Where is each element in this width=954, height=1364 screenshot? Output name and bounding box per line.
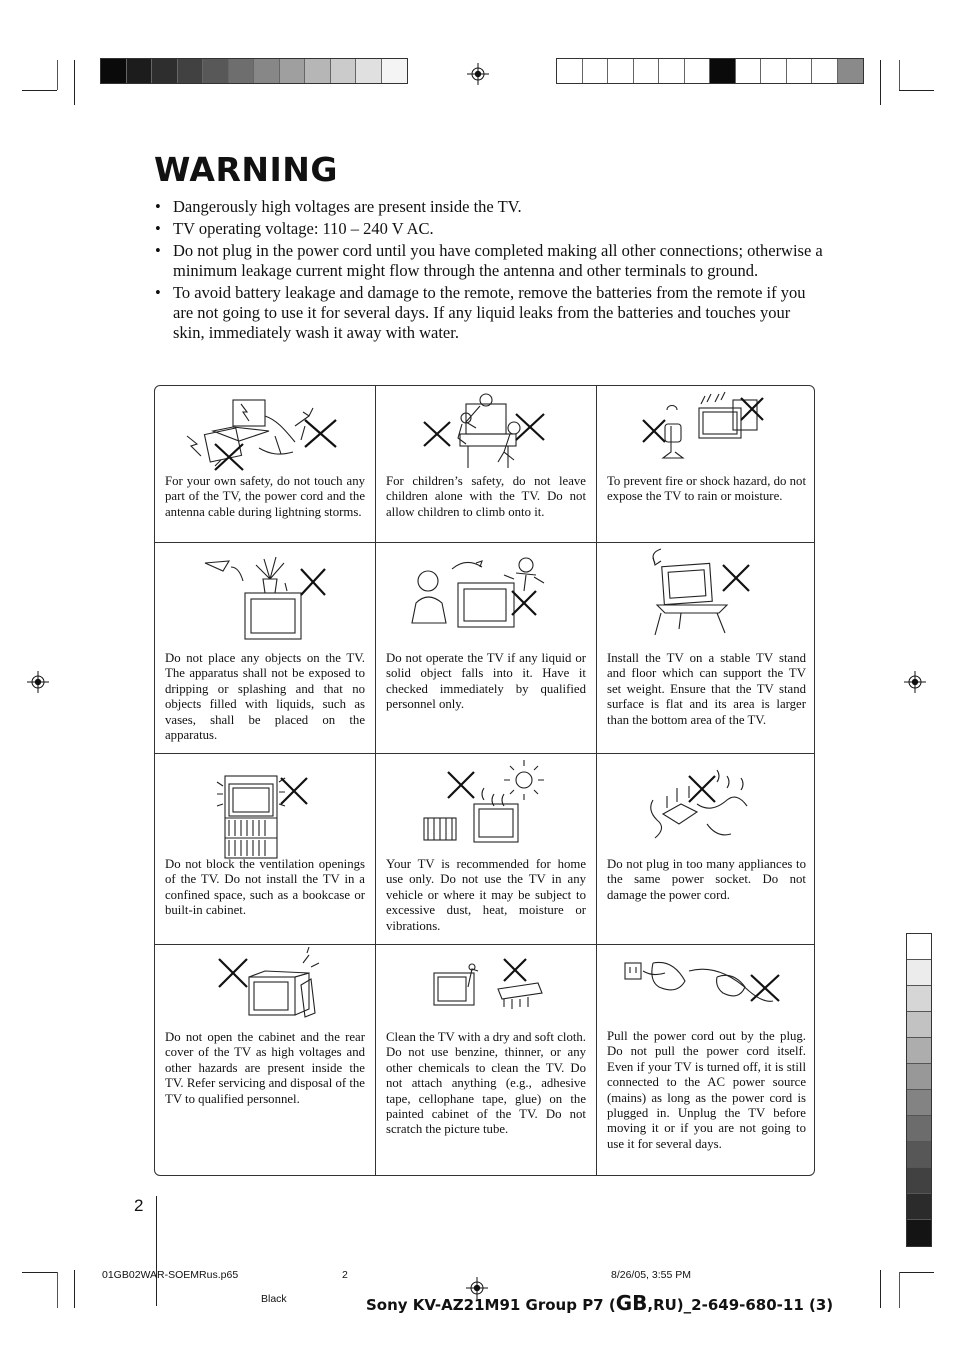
warning-bullet: • Dangerously high voltages are present inside the TV. <box>154 197 824 217</box>
safety-text: For children’s safety, do not leave children alone with the TV. Do not allow children to climb onto it. <box>386 474 586 519</box>
footer-model-line <box>366 1291 833 1315</box>
color-swatch <box>907 1220 931 1246</box>
color-swatch <box>907 1012 931 1038</box>
color-swatch <box>761 59 787 83</box>
color-swatch <box>907 1064 931 1090</box>
warning-bullet: • Do not plug in the power cord until you have completed making all other connections; otherwise a minimum leakage current might flow through the antenna and other terminals to ground. <box>154 241 824 281</box>
safety-cell-ventilation <box>155 754 376 945</box>
warning-bullet-list <box>154 197 824 345</box>
color-swatch <box>907 1116 931 1142</box>
safety-text: To prevent fire or shock hazard, do not expose the TV to rain or moisture. <box>607 474 806 504</box>
safety-cell-cleaning <box>376 945 597 1176</box>
page-title: WARNING <box>154 150 338 189</box>
color-swatch <box>812 59 838 83</box>
color-swatch <box>254 59 280 83</box>
safety-text: Install the TV on a stable TV stand and floor which can support the TV set weight. Ensure that the TV stand surface is flat and its area is larger than the bottom area of the TV. <box>607 651 806 727</box>
color-swatch <box>152 59 178 83</box>
footer-model-gb: GB <box>615 1291 648 1315</box>
warning-bullet: • To avoid battery leakage and damage to the remote, remove the batteries from the remote if you are not going to use it for several days. If any liquid leaks from the batteries and touches your skin, immediately wash it away with water. <box>154 283 824 343</box>
registration-target-icon <box>904 671 926 693</box>
color-swatch <box>907 960 931 986</box>
color-swatch <box>557 59 583 83</box>
footer-model-prefix: Sony KV-AZ21M91 Group P7 ( <box>366 1296 616 1314</box>
grayscale-calibration-bar <box>906 933 932 1247</box>
color-swatch <box>203 59 229 83</box>
color-swatch <box>583 59 609 83</box>
footer-filename: 01GB02WAR-SOEMRus.p65 <box>102 1269 239 1281</box>
color-swatch <box>634 59 660 83</box>
safety-text: Do not block the ventilation openings of the TV. Do not install the TV in a confined space, such as a bookcase or built-in cabinet. <box>165 857 365 918</box>
color-swatch <box>736 59 762 83</box>
rain-moisture-icon <box>597 386 815 543</box>
footer-page: 2 <box>342 1269 348 1281</box>
color-swatch <box>280 59 306 83</box>
color-calibration-bar-left <box>100 58 408 84</box>
warning-bullet: • TV operating voltage: 110 – 240 V AC. <box>154 219 824 239</box>
color-swatch <box>907 934 931 960</box>
safety-text: Pull the power cord out by the plug. Do not pull the power cord itself. Even if your TV is turned off, it is still connected to the AC power source (mains) as long as the power cord is plugged in. Unplug the TV before moving it or if you are not going to use it for several days. <box>607 1029 806 1151</box>
safety-text: Clean the TV with a dry and soft cloth. Do not use benzine, thinner, or any other chemicals to clean the TV. Do not attach anything (e.g., adhesive tape, cellophane tape, glue) on the painted cabinet of the TV. Do not scratch the picture tube. <box>386 1030 586 1137</box>
safety-illustration-grid <box>154 385 815 1176</box>
color-swatch <box>907 1168 931 1194</box>
registration-target-icon <box>467 63 489 85</box>
safety-cell-vase <box>155 543 376 754</box>
color-swatch <box>907 1142 931 1168</box>
safety-text: Do not place any objects on the TV. The apparatus shall not be exposed to dripping or splashing and that no objects filled with liquids, such as vases, shall be placed on the apparatus. <box>165 651 365 743</box>
color-swatch <box>685 59 711 83</box>
color-swatch <box>331 59 357 83</box>
safety-cell-lightning <box>155 386 376 543</box>
safety-cell-object-falling <box>376 543 597 754</box>
safety-text: Do not plug in too many appliances to the same power socket. Do not damage the power cord. <box>607 857 806 902</box>
footer-timestamp: 8/26/05, 3:55 PM <box>611 1269 691 1281</box>
color-swatch <box>127 59 153 83</box>
color-swatch <box>838 59 864 83</box>
registration-target-icon <box>27 671 49 693</box>
color-swatch <box>178 59 204 83</box>
color-swatch <box>787 59 813 83</box>
safety-text: Do not open the cabinet and the rear cover of the TV as high voltages and other hazards are present inside the TV. Refer servicing and disposal of the TV to qualified personnel. <box>165 1030 365 1106</box>
safety-cell-heat <box>376 754 597 945</box>
safety-cell-children <box>376 386 597 543</box>
color-swatch <box>907 986 931 1012</box>
safety-cell-unplug <box>597 945 815 1176</box>
footer-model-suffix: ,RU)_2-649-680-11 (3) <box>647 1296 834 1314</box>
color-swatch <box>659 59 685 83</box>
color-calibration-bar-right <box>556 58 864 84</box>
color-swatch <box>229 59 255 83</box>
color-swatch <box>710 59 736 83</box>
color-swatch <box>907 1090 931 1116</box>
safety-text: Your TV is recommended for home use only. Do not use the TV in any vehicle or where it may be subject to excessive dust, heat, moisture or vibrations. <box>386 857 586 933</box>
color-swatch <box>907 1038 931 1064</box>
safety-text: Do not operate the TV if any liquid or solid object falls into it. Have it checked immediately by qualified personnel only. <box>386 651 586 712</box>
safety-cell-cabinet <box>155 945 376 1176</box>
color-swatch <box>305 59 331 83</box>
color-swatch <box>608 59 634 83</box>
color-swatch <box>356 59 382 83</box>
safety-cell-stand <box>597 543 815 754</box>
safety-cell-rain <box>597 386 815 543</box>
overloaded-socket-icon <box>597 754 815 945</box>
safety-cell-socket <box>597 754 815 945</box>
safety-text: For your own safety, do not touch any part of the TV, the power cord and the antenna cable during lightning storms. <box>165 474 365 519</box>
color-swatch <box>907 1194 931 1220</box>
color-swatch <box>101 59 127 83</box>
object-falling-icon <box>376 543 597 754</box>
color-swatch <box>382 59 408 83</box>
page-number: 2 <box>134 1196 144 1215</box>
footer-color-label: Black <box>261 1293 287 1305</box>
